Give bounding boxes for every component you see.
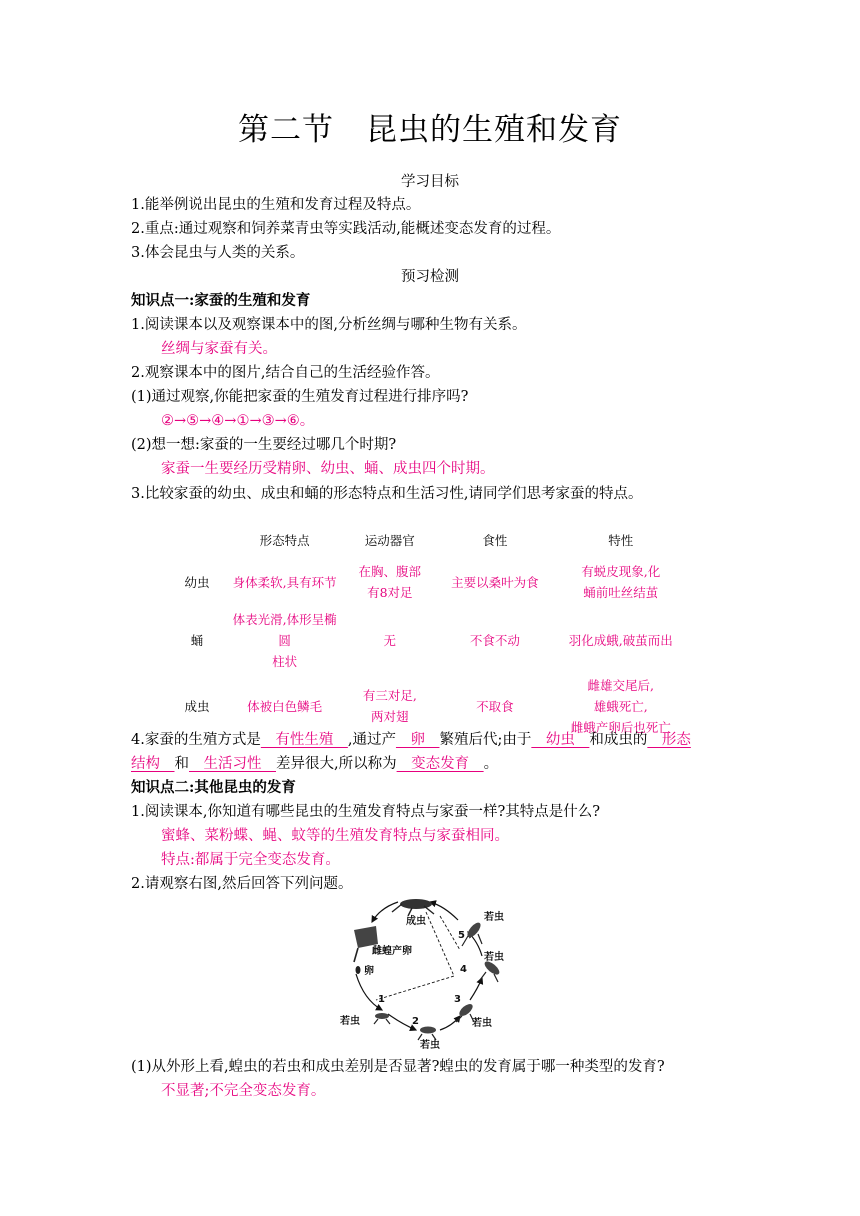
q4-text: 和成虫的 [589,732,648,748]
kp1-question-4-cont [131,753,498,775]
kp1-answer-1: 丝绸与家蚕有关。 [161,341,277,357]
form-cell [226,555,343,609]
cell-line: 身体柔软,具有环节 [232,574,337,590]
diet-cell [436,555,553,609]
table-row [168,555,688,609]
organ-cell [343,609,436,672]
kp2-question-2: 2.请观察右图,然后回答下列问题。 [131,876,353,892]
nymph-locust-icon [462,921,483,946]
kp1-question-4 [131,729,691,751]
q4-blank-answer: 生活习性 [189,756,276,772]
cell-line: 有三对足, [362,688,417,703]
cell-line: 不取食 [476,698,514,714]
cell-line: 蛹前吐丝结茧 [583,585,659,600]
page-title: 第二节 昆虫的生殖和发育 [238,112,622,148]
kp1-question-3: 3.比较家蚕的幼虫、成虫和蛹的形态特点和生活习性,请同学们思考家蚕的特点。 [131,486,643,502]
label-adult: 成虫 [406,916,426,927]
cell-line: 两对翅 [371,709,409,724]
q4-blank-answer: 幼虫 [531,732,590,748]
table-header-row [168,525,688,555]
kp2-answer-1b: 特点:都属于完全变态发育。 [161,852,340,868]
kp1-question-1: 1.阅读课本以及观察课本中的图,分析丝绸与哪种生物有关系。 [131,317,527,333]
cell-line: 羽化成蛾,破茧而出 [568,633,673,648]
cell-line: 无 [383,633,397,648]
arrow-icon [470,978,482,1000]
q4-text: 。 [483,756,499,772]
kp2-answer-2-1: 不显著;不完全变态发育。 [161,1083,326,1099]
locust-lifecycle-figure [336,890,536,1050]
form-cell [226,609,343,672]
label-egg: 卵 [364,966,374,977]
kp1-question-2: 2.观察课本中的图片,结合自己的生活经验作答。 [131,365,440,381]
table-row [168,609,688,672]
kp1-answer-2-1: ②→⑤→④→①→③→⑥。 [161,413,315,429]
kp1-question-2-2: (2)想一想:家蚕的一生要经过哪几个时期? [131,437,397,453]
kp2-question-2-1: (1)从外形上看,蝗虫的若虫和成虫差别是否显著?蝗虫的发育属于哪一种类型的发育? [131,1059,665,1075]
table-header-cell: 运动器官 [364,532,415,548]
q4-blank-answer: 形态 [647,732,691,748]
label-nymph: 若虫 [484,952,504,963]
preview-heading: 预习检测 [401,269,459,285]
cell-line: 雌蛾产卵后也死亡 [570,719,671,735]
q4-text: ,通过产 [347,732,396,748]
cell-line: 在胸、腹部 [358,564,422,579]
diet-cell [436,609,553,672]
q4-text: 差异很大,所以称为 [276,756,397,772]
q4-text: 和 [174,756,189,772]
arrow-icon [430,902,458,920]
goal-item-1: 1.能举例说出昆虫的生殖和发育过程及特点。 [131,197,421,213]
q4-text: 4.家蚕的生殖方式是 [131,732,261,748]
kp1-answer-2-2: 家蚕一生要经历受精卵、幼虫、蛹、成虫四个时期。 [161,461,495,477]
step-number: 4 [460,964,467,975]
cell-line: 不食不动 [469,633,520,648]
cell-line: 体表光滑,体形呈椭圆 [232,612,337,648]
goal-item-3: 3.体会昆虫与人类的关系。 [131,245,305,261]
step-number: 5 [458,930,465,941]
q4-blank-answer: 卵 [395,732,440,748]
arrow-icon [372,902,398,922]
silkworm-comparison-table [168,525,688,740]
egg-icon [356,966,361,974]
label-laying: 雌蝗产卵 [372,946,412,957]
step-number: 3 [454,994,461,1005]
kp1-question-2-1: (1)通过观察,你能把家蚕的生殖发育过程进行排序吗? [131,389,469,405]
dashed-line [440,916,460,950]
step-number: 2 [412,1016,419,1027]
label-nymph: 若虫 [420,1040,440,1050]
kp2-question-1: 1.阅读课本,你知道有哪些昆虫的生殖发育特点与家蚕一样?其特点是什么? [131,804,600,820]
table-header-cell [168,525,226,555]
cell-line: 体被白色鳞毛 [247,698,323,714]
organ-cell [343,555,436,609]
nymph-locust-icon [374,1013,390,1024]
arrow-icon [440,1016,460,1030]
trait-cell [553,609,688,672]
goals-heading: 学习目标 [401,174,459,190]
trait-cell [553,555,688,609]
label-nymph: 若虫 [340,1016,360,1027]
table-header-cell: 特性 [608,532,634,548]
q4-blank-answer: 有性生殖 [260,732,348,748]
table-header-cell: 形态特点 [259,532,310,548]
stage-cell: 成虫 [184,698,210,714]
table-header-cell: 食性 [482,532,508,548]
goal-item-2: 2.重点:通过观察和饲养菜青虫等实践活动,能概述变态发育的过程。 [131,221,561,237]
cell-line: 雌雄交尾后, [587,677,654,693]
adult-locust-icon [392,899,434,916]
cell-line: 雄蛾死亡, [593,698,648,714]
stage-cell: 蛹 [190,633,204,648]
q4-blank-answer: 结构 [131,756,175,772]
stage-cell: 幼虫 [184,574,210,590]
cell-line: 主要以桑叶为食 [451,574,539,590]
nymph-locust-icon [418,1027,436,1041]
cell-line: 柱状 [272,654,298,669]
label-nymph: 若虫 [484,912,504,923]
kp1-title: 知识点一:家蚕的生殖和发育 [131,292,311,309]
q4-blank-answer: 变态发育 [396,756,484,772]
cell-line: 有蜕皮现象,化 [581,564,661,579]
label-nymph: 若虫 [472,1018,492,1029]
step-number: 1 [378,994,385,1005]
kp2-answer-1a: 蜜蜂、菜粉蝶、蝇、蚊等的生殖发育特点与家蚕相同。 [161,828,509,844]
cell-line: 有8对足 [367,585,413,600]
kp2-title: 知识点二:其他昆虫的发育 [131,779,296,796]
q4-text: 繁殖后代;由于 [439,732,532,748]
